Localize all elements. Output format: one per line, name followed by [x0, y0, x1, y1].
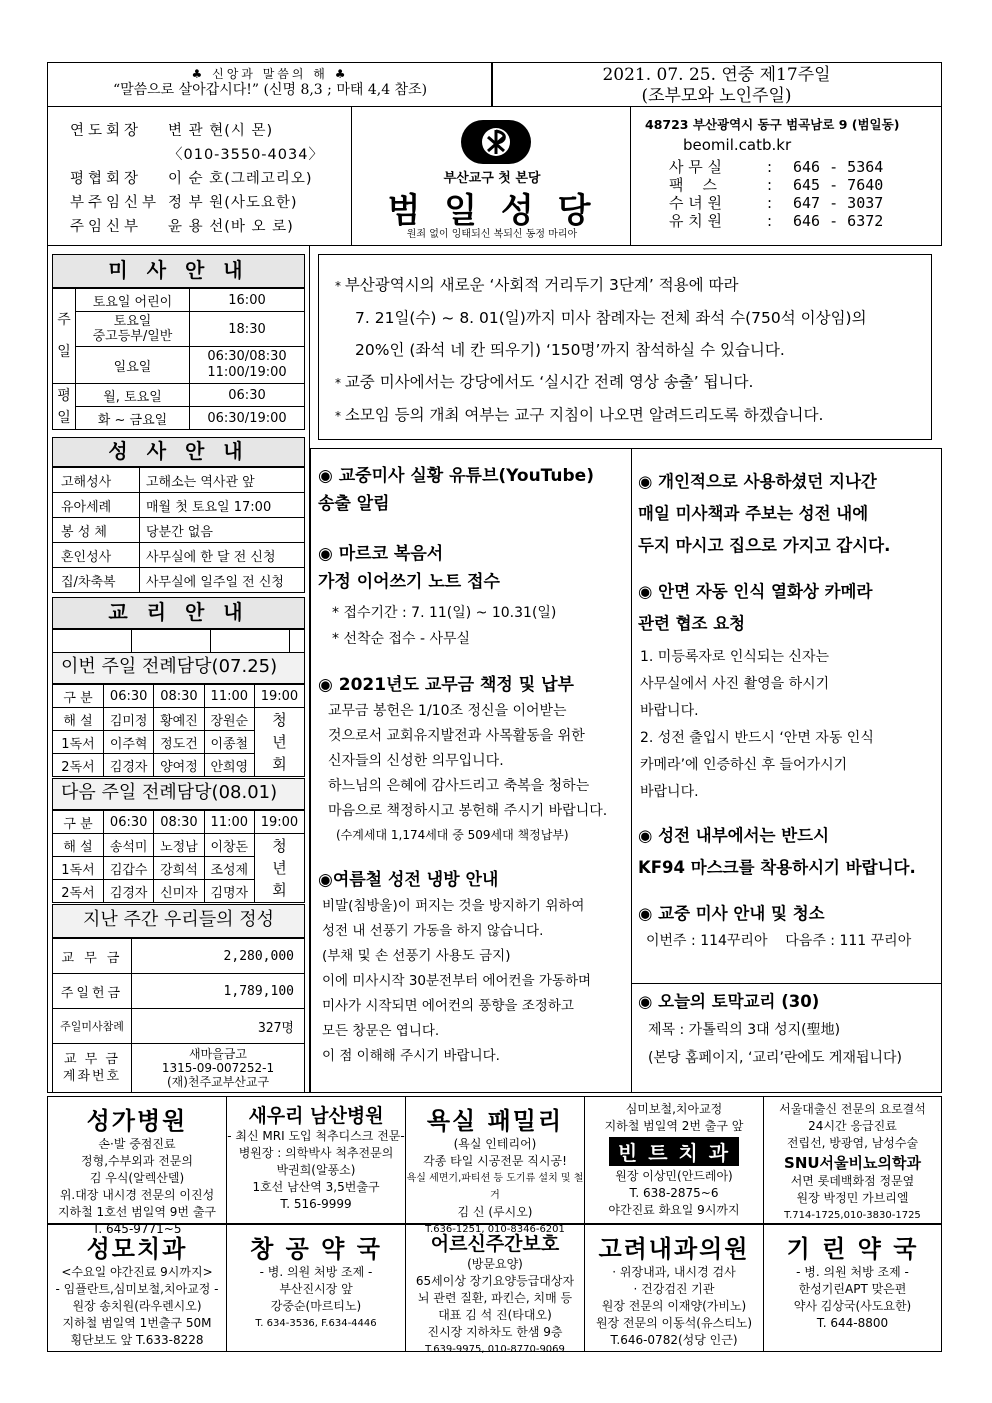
liturgy-cell: 김명자 — [204, 880, 254, 903]
ad-line: T. 638-2875~6 — [629, 1186, 719, 1200]
liturgy-cell: 김미정 — [104, 708, 154, 731]
liturgy-row — [53, 708, 305, 731]
notice-box — [318, 254, 932, 440]
phone-number: 646 - 6372 — [793, 212, 884, 230]
leaders-box — [47, 106, 352, 246]
ad-name: 창 공 약 국 — [250, 1235, 382, 1263]
ad-line: 정형,수부외과 전문의 — [81, 1154, 193, 1168]
ad-lines — [227, 1264, 405, 1332]
tithe-note: (수계세대 1,174세대 중 509세대 책정납부) — [336, 828, 569, 842]
notice-line — [335, 334, 931, 366]
liturgy-cell: 안희영 — [204, 754, 254, 777]
offerings-table — [52, 938, 305, 1093]
offering-value: 1,789,100 — [132, 974, 305, 1009]
ad-line: 손·발 중점진료 — [98, 1137, 176, 1151]
leader-role: 평협회장 — [70, 171, 143, 187]
cooling-title: ◉여름철 성전 냉방 안내 — [318, 870, 499, 890]
sacrament-name: 봉 성 체 — [53, 518, 140, 543]
liturgy-cell: 1독서 — [53, 731, 104, 754]
ad-line: · 위장내과, 내시경 검사 — [612, 1265, 736, 1279]
ad-line: · 건강검진 기관 — [633, 1282, 715, 1296]
ad-line: - 병. 의원 처방 조제 - — [796, 1265, 909, 1279]
cleaning-body: 이번주 : 114꾸리아 다음주 : 111 꾸리아 — [646, 933, 912, 949]
motto-text: “말씀으로 살아갑시다!” (신명 8,3 ; 마태 4,4 참조) — [112, 82, 428, 98]
sacrament-desc: 사무실에 한 달 전 신청 — [140, 543, 305, 568]
ad-line: 대표 김 석 진(타대오) — [438, 1308, 552, 1322]
notice-bullet: * — [335, 376, 345, 390]
leader-row — [70, 143, 351, 167]
ad-line: 야간진료 화요일 9시까지 — [608, 1203, 740, 1217]
mark-bullet: * — [332, 631, 344, 647]
ad-lines — [585, 1168, 763, 1219]
leader-row — [70, 191, 351, 215]
youth-group-cell: 청 년 회 — [254, 708, 304, 777]
ad-name: 성모치과 — [86, 1235, 188, 1263]
phone-colon: : — [767, 212, 773, 230]
liturgy-cell: 해 설 — [53, 834, 104, 857]
ad-box — [47, 1096, 227, 1236]
offering-row — [53, 974, 305, 1009]
ad-box — [226, 1096, 406, 1224]
ad-line: 김 신 (루시오) — [457, 1205, 533, 1219]
ad-line: (욕실 인테리어) — [453, 1137, 537, 1151]
liturgy-cell: 노정남 — [154, 834, 204, 857]
ad-line: 1호선 남산역 3,5번출구 — [252, 1180, 380, 1194]
mass-time: 18:30 — [190, 312, 305, 347]
camera-title: ◉ 안면 자동 인식 열화상 카메라 관련 협조 요청 — [638, 582, 873, 633]
liturgy-header-cell: 08:30 — [154, 685, 204, 708]
ad-lines — [764, 1264, 941, 1332]
phone-number: 647 - 3037 — [793, 194, 884, 212]
ad-line: 강중순(마르티노) — [270, 1299, 362, 1313]
ad-line: 원장 송치원(라우렌시오) — [72, 1299, 202, 1313]
mass-name: 월, 토요일 — [76, 384, 190, 407]
liturgy-this-table — [52, 684, 305, 777]
ad-line: 원장 전문의 이동석(유스티노) — [595, 1316, 753, 1330]
liturgy-this-section — [52, 652, 305, 777]
leader-row — [70, 167, 351, 191]
tithe-body: 교무금 봉헌은 1/10조 정신을 이어받는 것으로서 교회유지발전과 사목활동을 위한 신자들의 신성한 의무입니다. 하느님의 은혜에 감사드리고 축복을 청하는 마음으로 책정하시고 봉헌해 주시기 바랍니다. — [328, 703, 608, 819]
ad-box — [763, 1096, 942, 1224]
leader-role: 주임신부 — [70, 219, 143, 235]
phone-label: 유 치 원 — [669, 212, 723, 230]
account-line: 새마을금고 — [189, 1047, 247, 1061]
ad-line: (방문요양) — [467, 1257, 523, 1271]
liturgy-cell: 장원순 — [204, 708, 254, 731]
sacrament-name: 유아세례 — [53, 493, 140, 518]
ad-lines — [48, 1136, 226, 1238]
leader-name: 이 순 호(그레고리오) — [168, 171, 313, 187]
liturgy-header-cell: 11:00 — [204, 811, 254, 834]
ad-line: 24시간 응급진료 — [808, 1119, 897, 1133]
ad-name: 욕실 패밀리 — [426, 1107, 564, 1135]
notice-bullet: * — [335, 409, 345, 423]
ad-line: T. 644-8800 — [816, 1316, 889, 1330]
sacrament-desc: 사무실에 일주일 전 신청 — [140, 568, 305, 593]
bulletin-subtitle: (조부모와 노인주일) — [641, 86, 792, 107]
leader-row — [70, 119, 351, 143]
ad-line: 전립선, 방광염, 남성수술 — [786, 1136, 919, 1150]
chi-rho-emblem-icon — [460, 119, 532, 165]
camera-body: 1. 미등록자로 인식되는 신자는 사무실에서 사진 촬영을 하시기 바랍니다. 2. 성전 출입시 반드시 ‘안면 자동 인식 카메라’에 인증하신 후 들어가시기 바랍니다. — [640, 649, 874, 800]
church-logo-box — [351, 106, 631, 246]
phone-row — [645, 158, 941, 176]
motto-box — [47, 62, 493, 107]
mass-name: 일요일 — [76, 347, 190, 384]
mass-name: 토요일 중고등부/일반 — [76, 312, 190, 347]
mass-time: 16:00 — [190, 289, 305, 312]
notice-bullet: * — [335, 279, 345, 293]
ad-box — [405, 1096, 585, 1235]
mass-name: 화 ~ 금요일 — [76, 407, 190, 430]
ad-line: 진시장 지하차도 한샘 9층 — [427, 1325, 563, 1339]
ad-line: 횡단보도 앞 T.633-8228 — [70, 1333, 204, 1347]
mass-section — [52, 254, 305, 430]
notice-text: 7. 21일(수) ~ 8. 01(일)까지 미사 참례자는 전체 좌석 수(750석 이상임)의 — [355, 309, 867, 327]
ad-lines — [585, 1264, 763, 1349]
liturgy-cell: 신미자 — [154, 880, 204, 903]
ad-line: 65세이상 장기요양등급대상자 — [415, 1274, 575, 1288]
ad-line: 한성기린APT 맞은편 — [798, 1282, 907, 1296]
mass-title: 미 사 안 내 — [52, 254, 305, 288]
ad-box — [584, 1096, 764, 1224]
ad-name: 기 린 약 국 — [786, 1235, 919, 1263]
ad-line: 원장 이상민(안드레아) — [615, 1169, 733, 1183]
ad-line: 지하철 1호선 범일역 9번 출구 — [57, 1205, 217, 1219]
ad-line: 부산진시장 앞 — [279, 1282, 353, 1296]
ad-line: 지하철 범일역 2번 출구 앞 — [604, 1119, 744, 1133]
ad-line: 박권희(알퐁소) — [276, 1163, 356, 1177]
ad-lines — [48, 1264, 226, 1349]
ad-line: 원장 전문의 이재양(가비노) — [601, 1299, 747, 1313]
mark-item-text: 선착순 접수 - 사무실 — [343, 631, 471, 647]
leader-name: 〈010-3550-4034〉 — [168, 147, 324, 163]
leader-role — [70, 143, 168, 167]
leaders-list — [70, 119, 351, 239]
phone-number: 645 - 7640 — [793, 176, 884, 194]
notice-line — [335, 366, 931, 399]
ad-lines — [227, 1128, 405, 1213]
offerings-section — [52, 904, 305, 1093]
liturgy-header-cell: 11:00 — [204, 685, 254, 708]
account-line: 1315-09-007252-1 — [161, 1061, 275, 1075]
mark-item — [332, 600, 630, 626]
cleaning-title: ◉ 교중 미사 안내 및 청소 — [638, 904, 825, 923]
ad-box — [405, 1224, 585, 1355]
notice-text: 교중 미사에서는 강당에서도 ‘실시간 전례 영상 송출’ 됩니다. — [344, 373, 754, 391]
liturgy-header-cell: 08:30 — [154, 811, 204, 834]
mask-notice: ◉ 성전 내부에서는 반드시 KF94 마스크를 착용하시기 바랍니다. — [638, 826, 916, 877]
ad-lines — [764, 1173, 941, 1224]
ad-box — [47, 1224, 227, 1352]
sacrament-section — [52, 437, 305, 593]
phone-colon: : — [767, 176, 773, 194]
notice-text: 부산광역시의 새로운 ‘사회적 거리두기 3단계’ 적용에 따라 — [344, 276, 739, 294]
sacrament-row — [53, 493, 305, 518]
mass-name: 토요일 어린이 — [76, 289, 190, 312]
ad-box — [584, 1224, 764, 1352]
liturgy-next-table — [52, 810, 305, 903]
youth-group-cell: 청 년 회 — [254, 834, 304, 903]
ad-name: 성가병원 — [86, 1107, 188, 1135]
ad-line: 심미보철,치아교정 — [625, 1102, 723, 1116]
leader-name: 정 부 원(사도요한) — [168, 195, 298, 211]
notice-line — [335, 302, 931, 334]
liturgy-cell: 2독서 — [53, 754, 104, 777]
leader-role: 부주임신부 — [70, 195, 161, 211]
offering-row — [53, 1009, 305, 1044]
sacrament-table — [52, 467, 305, 593]
ad-line: T. 634-3536, F.634-4446 — [255, 1318, 377, 1329]
liturgy-header-row — [53, 811, 305, 834]
account-line: (재)천주교부산교구 — [166, 1075, 270, 1089]
offering-value: 327명 — [132, 1009, 305, 1044]
offerings-title: 지난 주간 우리들의 정성 — [52, 904, 305, 938]
ad-line: 각종 타일 시공전문 직시공! — [423, 1154, 567, 1168]
sacrament-desc: 고해소는 역사관 앞 — [140, 468, 305, 493]
church-address: 48723 부산광역시 동구 범곡남로 9 (범일동) — [645, 117, 900, 132]
ad-line: T.714-1725,010-3830-1725 — [784, 1210, 921, 1221]
liturgy-cell: 이종철 — [204, 731, 254, 754]
liturgy-cell: 정도건 — [154, 731, 204, 754]
sacrament-row — [53, 468, 305, 493]
liturgy-cell: 양여정 — [154, 754, 204, 777]
church-website[interactable]: beomil.catb.kr — [683, 136, 792, 154]
leader-role: 연도회장 — [70, 123, 143, 139]
sacrament-desc: 매월 첫 토요일 17:00 — [140, 493, 305, 518]
ad-line: 김 우식(알렉산델) — [89, 1171, 185, 1185]
ad-lines — [585, 1101, 763, 1135]
ad-line: T. 516-9999 — [280, 1197, 352, 1211]
doctrine-snippet-body: 제목 : 가톨릭의 3대 성지(聖地) (본당 홈페이지, ‘교리’란에도 게재됩니다) — [648, 1022, 903, 1066]
sacrament-row — [53, 543, 305, 568]
phone-label: 사 무 실 — [669, 158, 723, 176]
phone-label: 팩 스 — [669, 176, 718, 194]
phone-row — [645, 212, 941, 230]
liturgy-header-cell: 19:00 — [254, 811, 304, 834]
liturgy-cell: 조성제 — [204, 857, 254, 880]
liturgy-header-cell: 구 분 — [53, 685, 104, 708]
offering-value: 2,280,000 — [132, 939, 305, 974]
sacrament-title: 성 사 안 내 — [52, 437, 305, 467]
ad-line: - 병. 의원 처방 조제 - — [259, 1265, 373, 1279]
ad-line: T. 645-9771~5 — [92, 1222, 182, 1236]
liturgy-header-row — [53, 685, 305, 708]
phone-row — [645, 176, 941, 194]
sacrament-name: 혼인성사 — [53, 543, 140, 568]
ad-line: 원장 박정민 가브리엘 — [796, 1191, 909, 1205]
liturgy-cell: 김경자 — [104, 754, 154, 777]
ad-line: 욕실 세면기,파티션 등 도기류 설치 및 철거 — [406, 1173, 584, 1201]
sacrament-name: 집/차축복 — [53, 568, 140, 593]
tithe-title: ◉ 2021년도 교무금 책정 및 납부 — [318, 675, 574, 695]
mass-time: 06:30/08:30 11:00/19:00 — [190, 347, 305, 384]
notice-text: 20%인 (좌석 네 칸 띄우기) ‘150명’까지 참석하실 수 있습니다. — [355, 341, 785, 359]
personal-notice: ◉ 개인적으로 사용하셨던 지나간 매일 미사책과 주보는 성전 내에 두지 마시고 집으로 가지고 갑시다. — [638, 472, 891, 555]
bulletin-date: 2021. 07. 25. 연중 제17주일 — [602, 65, 831, 85]
weekday-label: 평 일 — [53, 384, 76, 430]
liturgy-cell: 2독서 — [53, 880, 104, 903]
ad-line: 뇌 관련 질환, 파킨슨, 치매 등 — [417, 1291, 573, 1305]
cooling-body: 비말(침방울)이 퍼지는 것을 방지하기 위하여 성전 내 선풍기 가동을 하지 않습니다. (부채 및 손 선풍기 사용도 금지) 이에 미사시작 30분전부터 에어컨을 가동하며 미사가 시작되면 에어컨의 풍향을 조정하고 모든 창문은 엽니다. 이 점 이해해 주시기 바랍니다. — [322, 898, 592, 1064]
mass-table — [52, 288, 305, 430]
phone-list — [645, 158, 941, 230]
sacrament-name: 고해성사 — [53, 468, 140, 493]
leader-name: 윤 용 선(바 오 로) — [168, 219, 294, 235]
liturgy-cell: 1독서 — [53, 857, 104, 880]
liturgy-cell: 송석미 — [104, 834, 154, 857]
youtube-notice-title: ◉ 교중미사 실황 유튜브(YouTube) 송출 알림 — [318, 466, 594, 514]
liturgy-cell: 김갑수 — [104, 857, 154, 880]
ad-box — [763, 1224, 942, 1352]
ad-name: 새우리 남산병원 — [248, 1105, 384, 1127]
phone-label: 수 녀 원 — [669, 194, 723, 212]
ad-line: T.636-1251, 010-8346-6201 — [425, 1224, 565, 1235]
sunday-label: 주 일 — [53, 289, 76, 384]
ad-line: 약사 김상국(사도요한) — [793, 1299, 912, 1313]
liturgy-cell: 이주혁 — [104, 731, 154, 754]
liturgy-cell: 이창돈 — [204, 834, 254, 857]
mark-notebook-title: ◉ 마르코 복음서 가정 이어쓰기 노트 접수 — [318, 544, 500, 592]
liturgy-header-cell: 19:00 — [254, 685, 304, 708]
mass-time: 06:30/19:00 — [190, 407, 305, 430]
account-label: 교 무 금 계좌번호 — [53, 1044, 132, 1093]
ad-line: 지하철 범일역 1번출구 50M — [62, 1316, 212, 1330]
doctrine-snippet-title: ◉ 오늘의 토막교리 (30) — [638, 992, 820, 1011]
mark-bullet: * — [332, 605, 344, 621]
offering-label: 주일헌금 — [53, 974, 132, 1009]
contact-box — [630, 106, 942, 246]
account-row — [53, 1044, 305, 1093]
liturgy-header-cell: 구 분 — [53, 811, 104, 834]
sacrament-desc: 당분간 없음 — [140, 518, 305, 543]
ad-box — [226, 1224, 406, 1352]
doctrine-title: 교 리 안 내 — [52, 597, 305, 629]
church-name: 범 일 성 당 — [387, 191, 597, 231]
ad-line: 위.대장 내시경 전문의 이진성 — [59, 1188, 215, 1202]
ad-line: T.646-0782(성당 인근) — [610, 1333, 738, 1347]
sacrament-row — [53, 518, 305, 543]
phone-number: 646 - 5364 — [793, 158, 884, 176]
notice-line — [335, 269, 931, 302]
phone-colon: : — [767, 158, 773, 176]
liturgy-next-section — [52, 778, 305, 903]
liturgy-header-cell: 06:30 — [104, 811, 154, 834]
ad-line: 병원장 : 의학박사 척추전문의 — [238, 1146, 394, 1160]
sacrament-row — [53, 568, 305, 593]
offering-row — [53, 939, 305, 974]
offering-label: 주일미사참례 — [53, 1009, 132, 1044]
mark-items — [318, 600, 630, 652]
liturgy-row — [53, 834, 305, 857]
liturgy-cell: 황예진 — [154, 708, 204, 731]
middle-content — [318, 462, 630, 1069]
ad-lines — [406, 1256, 584, 1358]
leader-name: 변 관 현(시 몬) — [168, 123, 274, 139]
doctrine-section — [52, 597, 305, 653]
ad-name: 빈 트 치 과 — [609, 1137, 739, 1166]
church-slogan: 원죄 없이 잉태되신 복되신 동정 마리아 — [406, 229, 578, 240]
liturgy-cell: 해 설 — [53, 708, 104, 731]
right-content — [638, 466, 938, 1072]
offering-label: 교 무 금 — [53, 939, 132, 974]
notice-text: 소모임 등의 개최 여부는 교구 지침이 나오면 알려드리도록 하겠습니다. — [344, 406, 824, 424]
ad-line: 서면 롯데백화점 정문옆 — [790, 1174, 915, 1188]
ad-name: 고려내과의원 — [598, 1235, 750, 1263]
mark-item-text: 접수기간 : 7. 11(일) ~ 10.31(일) — [343, 605, 557, 621]
liturgy-cell: 강희석 — [154, 857, 204, 880]
notice-line — [335, 399, 931, 432]
notice-list — [335, 269, 931, 432]
phone-row — [645, 194, 941, 212]
diocese-label: 부산교구 첫 본당 — [443, 171, 541, 186]
mark-item — [332, 626, 630, 652]
ad-lines — [406, 1136, 584, 1238]
liturgy-header-cell: 06:30 — [104, 685, 154, 708]
ad-line: 서울대출신 전문의 요로결석 — [779, 1102, 926, 1116]
ad-line: <수요일 야간진료 9시까지> — [61, 1265, 213, 1279]
ad-line: - 최신 MRI 도입 척추디스크 전문- — [227, 1129, 405, 1143]
liturgy-cell: 김경자 — [104, 880, 154, 903]
ad-lines — [764, 1101, 941, 1152]
mass-time: 06:30 — [190, 384, 305, 407]
ad-line: - 임플란트,심미보철,치아교정 - — [55, 1282, 219, 1296]
ad-name: SNU서울비뇨의학과 — [784, 1154, 921, 1172]
motto-title: ♣ 신앙과 말씀의 해 ♣ — [191, 67, 349, 81]
doctrine-table — [52, 629, 305, 653]
leader-row — [70, 215, 351, 239]
ad-line: T.639-9975, 010-8770-9069 — [425, 1344, 565, 1355]
liturgy-this-title: 이번 주일 전례담당(07.25) — [52, 652, 305, 684]
liturgy-next-title: 다음 주일 전례담당(08.01) — [52, 778, 305, 810]
ad-name: 어르신주간보호 — [430, 1233, 560, 1255]
phone-colon: : — [767, 194, 773, 212]
account-info — [132, 1044, 305, 1093]
date-box — [491, 62, 942, 107]
